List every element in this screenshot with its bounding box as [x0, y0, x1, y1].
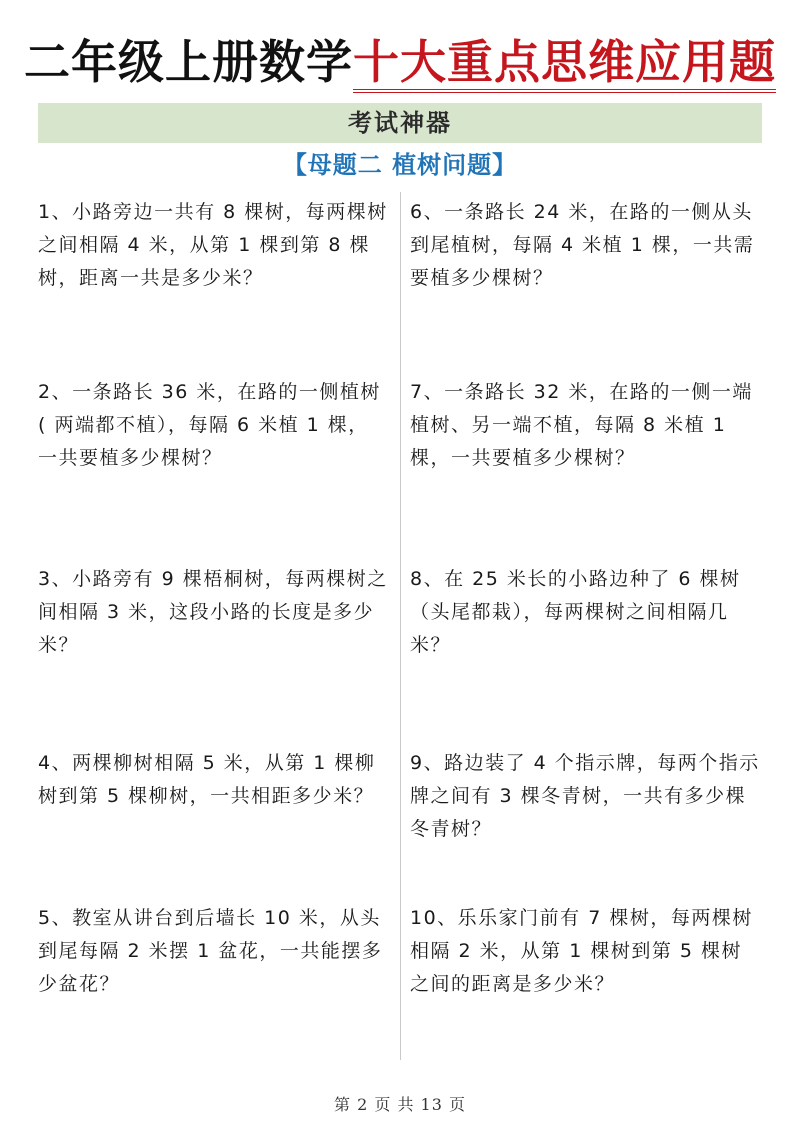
problem-1: 1、小路旁边一共有 8 棵树，每两棵树之间相隔 4 米，从第 1 棵到第 8 棵树，距离一共是多少米？ [38, 201, 388, 289]
problem-7: 7、一条路长 32 米，在路的一侧一端植树、另一端不植，每隔 8 米植 1 棵，一共要植多少棵树？ [410, 381, 753, 469]
title-highlight: 十大重点思维应用题 [353, 35, 776, 93]
column-divider [400, 192, 401, 1060]
problem-4: 4、两棵柳树相隔 5 米，从第 1 棵柳树到第 5 棵柳树，一共相距多少米？ [38, 752, 376, 807]
title-main: 二年级上册数学 [24, 35, 353, 89]
problem-10: 10、乐乐家门前有 7 棵树，每两棵树相隔 2 米，从第 1 棵树到第 5 棵树之间的距离是多少米？ [410, 907, 753, 995]
page-number: 第 2 页 共 13 页 [334, 1095, 466, 1114]
section-subtitle: 【母题二 植树问题】 [282, 151, 518, 179]
problem-3: 3、小路旁有 9 棵梧桐树，每两棵树之间相隔 3 米，这段小路的长度是多少米？ [38, 568, 388, 656]
page-title [0, 32, 800, 92]
problem-2: 2、一条路长 36 米，在路的一侧植树( 两端都不植），每隔 6 米植 1 棵，一共要植多少棵树？ [38, 381, 381, 469]
problem-5: 5、教室从讲台到后墙长 10 米，从头到尾每隔 2 米摆 1 盆花，一共能摆多少盆花？ [38, 907, 383, 995]
problem-6: 6、一条路长 24 米，在路的一侧从头到尾植树，每隔 4 米植 1 棵，一共需要植多少棵树？ [410, 201, 755, 289]
banner: 考试神器 [38, 103, 762, 143]
problem-9: 9、路边装了 4 个指示牌，每两个指示牌之间有 3 棵冬青树，一共有多少棵冬青树？ [410, 752, 760, 840]
problem-8: 8、在 25 米长的小路边种了 6 棵树（头尾都栽），每两棵树之间相隔几米？ [410, 568, 741, 656]
